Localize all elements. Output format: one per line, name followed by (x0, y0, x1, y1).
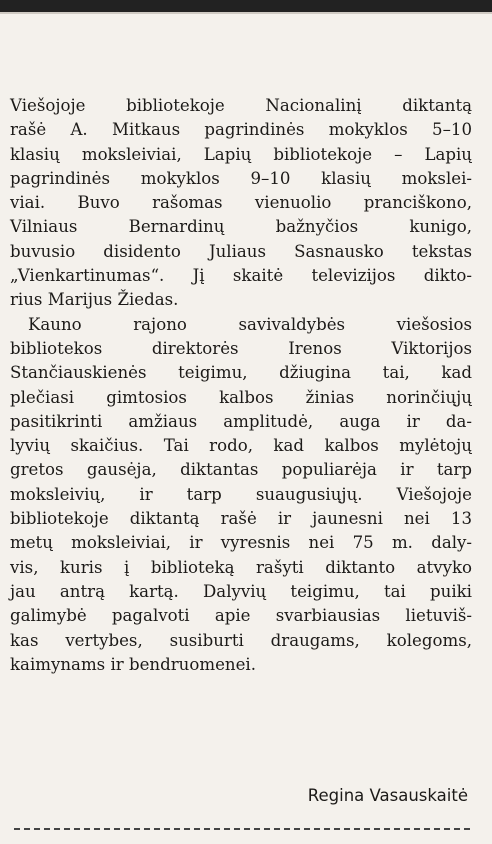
text-line: plečiasi gimtosios kalbos žinias norinčiųjų (10, 387, 472, 407)
article-body (10, 94, 472, 677)
text-line: Stančiauskienės teigimu, džiugina tai, kad (10, 363, 472, 383)
text-line: Vilniaus Bernardinų bažnyčios kunigo, (10, 217, 472, 237)
text-line: rašė A. Mitkaus pagrindinės mokyklos 5–10 (10, 120, 472, 140)
author-signature: Regina Vasauskaitė (307, 786, 468, 805)
text-line: Kauno rajono savivaldybės viešosios (28, 314, 472, 334)
text-line: bibliotekos direktorės Irenos Viktorijos (10, 338, 472, 358)
top-border-edge (0, 12, 492, 14)
text-line: bibliotekoje diktantą rašė ir jaunesni nei 13 (10, 509, 472, 529)
text-line: vis, kuris į biblioteką rašyti diktanto atvyko (10, 557, 472, 577)
text-line: kas vertybes, susiburti draugams, kolegoms, (10, 630, 472, 650)
text-line: „Vienkartinumas“. Jį skaitė televizijos dikto- (10, 266, 472, 286)
text-line: rius Marijus Žiedas. (10, 290, 179, 310)
text-line: viai. Buvo rašomas vienuolio pranciškono, (10, 193, 472, 213)
text-line: metų moksleiviai, ir vyresnis nei 75 m. daly- (10, 533, 472, 553)
dashed-divider (14, 828, 470, 830)
text-line: jau antrą kartą. Dalyvių teigimu, tai puiki (10, 581, 472, 601)
text-line: pagrindinės mokyklos 9–10 klasių mokslei- (10, 168, 472, 188)
text-line: pasitikrinti amžiaus amplitudė, auga ir da- (10, 411, 472, 431)
text-line: kaimynams ir bendruomenei. (10, 654, 256, 674)
top-border-bar (0, 0, 492, 12)
text-line: Viešojoje bibliotekoje Nacionalinį diktantą (10, 96, 472, 115)
text-line: galimybė pagalvoti apie svarbiausias lietuviš- (10, 606, 472, 626)
text-line: gretos gausėja, diktantas populiarėja ir tarp (10, 460, 472, 480)
text-line: buvusio disidento Juliaus Sasnausko tekstas (10, 241, 472, 261)
text-line: klasių moksleiviai, Lapių bibliotekoje – Lapių (10, 144, 472, 164)
paragraph-2 (10, 313, 472, 677)
text-line: lyvių skaičius. Tai rodo, kad kalbos mylėtojų (10, 436, 472, 456)
text-line: moksleivių, ir tarp suaugusiųjų. Viešojoje (10, 484, 472, 504)
paragraph-1 (10, 94, 472, 313)
